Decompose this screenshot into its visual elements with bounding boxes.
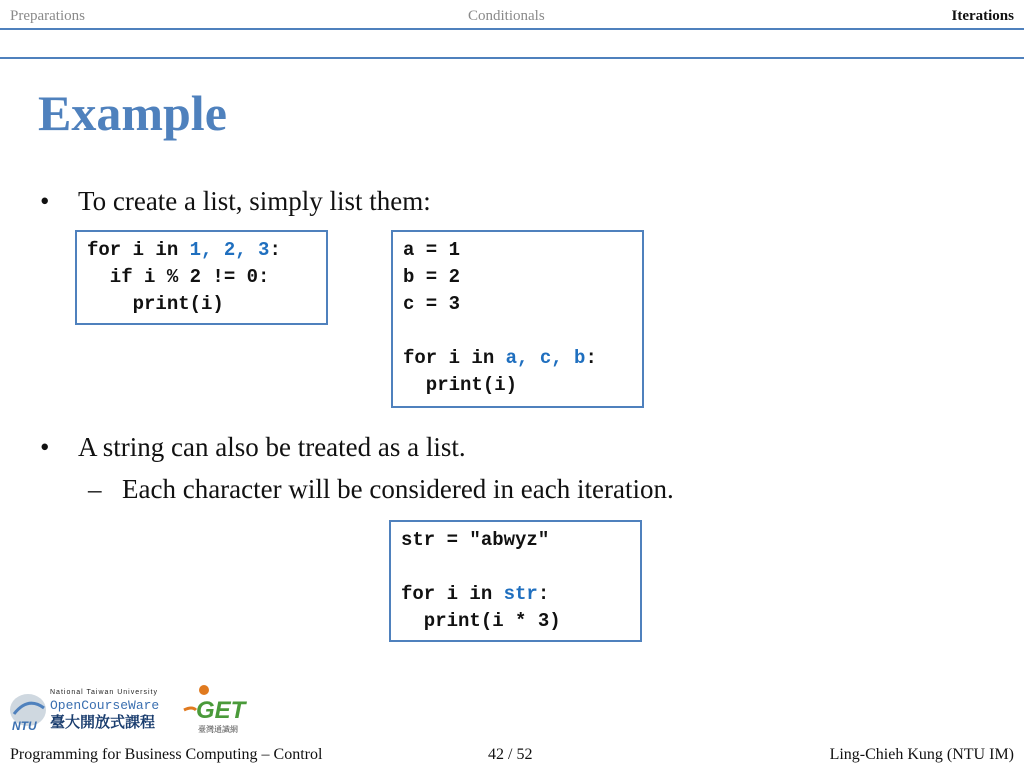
get-swoosh-icon [184, 708, 196, 710]
code-block-for-variables [391, 230, 644, 408]
subbullet-mark: – [88, 474, 102, 504]
footer-author: Ling-Chieh Kung (NTU IM) [829, 746, 1014, 763]
bullet-text: To create a list, simply list them: [78, 186, 431, 216]
code-highlight: 1, 2, 3 [189, 239, 270, 261]
get-dot-icon [199, 685, 209, 695]
code-text: b = 2 [403, 266, 461, 288]
code-text: : [585, 347, 597, 369]
ocw-chinese-text: 臺大開放式課程 [50, 713, 156, 731]
code-text: print(i) [403, 374, 518, 396]
top-navigation [0, 0, 1024, 30]
footer-page-number: 42 / 52 [488, 746, 533, 763]
get-sub-text: 臺灣通識網 [198, 725, 238, 734]
course-logos [6, 680, 256, 740]
code-text: if i % 2 != 0: [87, 266, 270, 288]
code-text: a = 1 [403, 239, 461, 261]
code-text: for i in [401, 583, 504, 605]
subbullet-text: Each character will be considered in each iteration. [122, 474, 674, 504]
slide-title: Example [38, 85, 227, 141]
nav-divider [0, 28, 1024, 30]
code-text: : [537, 583, 550, 605]
nav-preparations[interactable]: Preparations [10, 8, 85, 24]
code-text: print(i * 3) [401, 610, 561, 632]
get-mark-text: GET [196, 697, 246, 724]
code-block-for-numbers [75, 230, 328, 325]
code-text: print(i) [87, 293, 224, 315]
ocw-name-text: OpenCourseWare [50, 698, 160, 713]
code-block-for-string [389, 520, 642, 642]
nav-conditionals[interactable]: Conditionals [468, 8, 545, 24]
code-highlight: str [503, 583, 538, 605]
nav-iterations[interactable]: Iterations [951, 8, 1014, 24]
code-text: : [269, 239, 281, 261]
ntu-name-text: National Taiwan University [50, 689, 158, 696]
code-text: str = "abwyz" [401, 529, 550, 551]
bullet-mark: • [40, 186, 50, 216]
title-divider [0, 57, 1024, 59]
ntu-mark-text: NTU [12, 719, 37, 733]
code-text: c = 3 [403, 293, 461, 315]
code-text: for i in [403, 347, 506, 369]
ntu-ocw-logo [6, 680, 256, 740]
bullet-text: A string can also be treated as a list. [78, 432, 466, 462]
code-highlight: a, c, b [505, 347, 586, 369]
footer-course-title: Programming for Business Computing – Control [10, 746, 323, 763]
code-text: for i in [87, 239, 190, 261]
bullet-mark: • [40, 432, 50, 462]
